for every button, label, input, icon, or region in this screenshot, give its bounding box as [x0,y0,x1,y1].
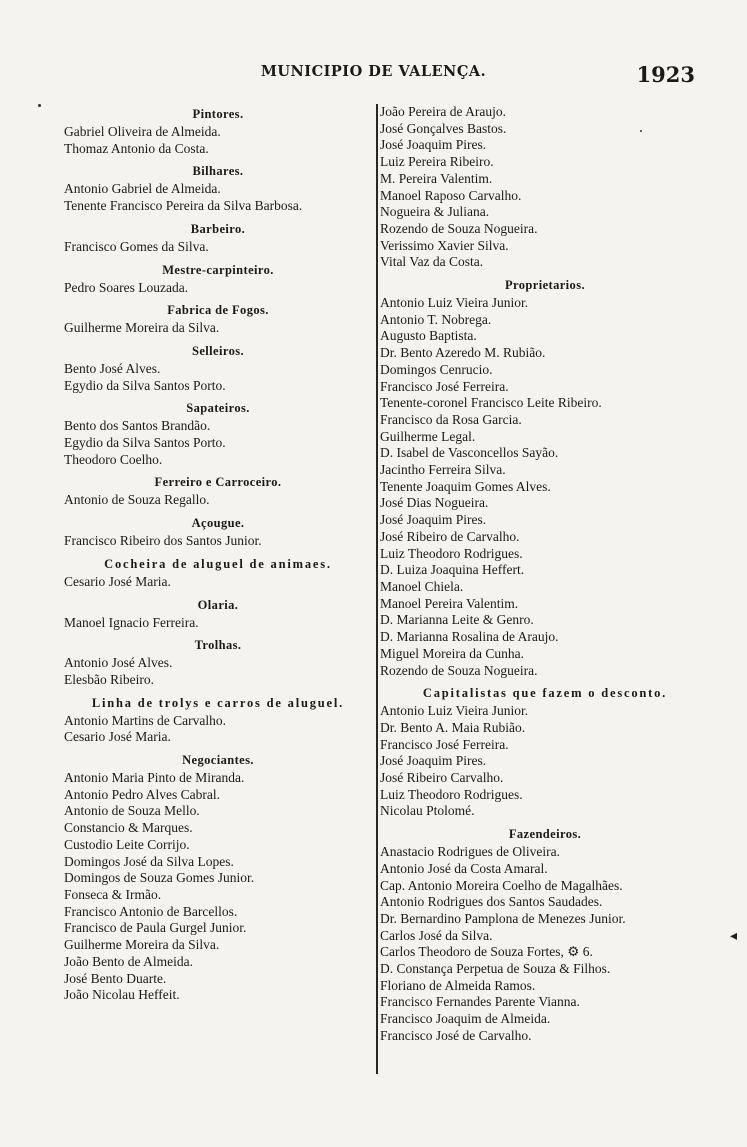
directory-entry: Fonseca & Irmão. [64,886,162,902]
entry-list [63,574,373,591]
directory-entry: Floriano de Almeida Ramos. [380,977,536,993]
section-proprietarios [380,275,710,683]
directory-entry: Rozendo de Souza Nogueira. [380,662,538,678]
entry-list [63,239,373,256]
section-ferreiro-e-carroceiro [63,472,373,513]
directory-entry: José Joaquim Pires. [380,137,487,153]
directory-entry: M. Pereira Valentim. [380,170,493,186]
section-heading: Fazendeiros. [508,827,582,842]
directory-entry: Guilherme Legal. [380,428,476,444]
directory-entry: Dr. Bernardino Pamplona de Menezes Junior. [380,910,626,926]
directory-entry: Antonio T. Nobrega. [380,311,492,327]
section-barbeiro [63,219,373,260]
entry-list [63,713,373,746]
directory-entry: D. Marianna Leite & Genro. [380,612,534,628]
directory-entry: Egydio da Silva Santos Porto. [64,435,226,451]
directory-entry: José Ribeiro de Carvalho. [380,528,520,544]
section-heading: Selleiros. [191,343,245,358]
section-fazendeiros [380,824,710,1048]
directory-entry: Augusto Baptista. [380,328,477,344]
directory-entry: Antonio José Alves. [64,655,173,671]
directory-entry: Domingos José da Silva Lopes. [64,853,234,869]
entry-list [63,181,373,214]
ink-speck [38,104,41,107]
directory-entry: Verissimo Xavier Silva. [380,237,509,253]
directory-entry: Guilherme Moreira da Silva. [64,320,220,336]
section-heading: Mestre-carpinteiro. [162,262,274,277]
section-negociantes [63,750,373,1008]
entry-list [63,320,373,337]
directory-entry: Francisco Antonio de Barcellos. [64,903,238,919]
directory-entry: Bento José Alves. [64,360,161,376]
section-heading: Bilhares. [192,164,244,179]
section-acougue [63,513,373,554]
section-heading: Negociantes. [182,753,254,768]
directory-entry: Domingos Cenrucio. [380,361,493,377]
directory-entry: João Bento de Almeida. [64,953,193,969]
directory-entry: Antonio Martins de Carvalho. [64,712,226,728]
section-olaria [63,595,373,636]
directory-entry: Antonio Rodrigues dos Santos Saudades. [380,894,603,910]
directory-entry: José Joaquim Pires. [380,512,487,528]
directory-entry: Francisco Gomes da Silva. [64,238,209,254]
directory-entry: Francisco da Rosa Garcia. [380,411,522,427]
directory-entry: João Nicolau Heffeit. [64,987,180,1003]
section-selleiros [63,341,373,398]
section-sapateiros [63,398,373,472]
directory-entry: Luiz Theodoro Rodrigues. [380,545,523,561]
section-fabrica-de-fogos [63,300,373,341]
directory-entry: Luiz Theodoro Rodrigues. [380,786,523,802]
directory-entry: Francisco José Ferreira. [380,736,509,752]
section-trolhas [63,635,373,692]
entry-list [63,615,373,632]
directory-entry: Tenente-coronel Francisco Leite Ribeiro. [380,395,602,411]
section-gap [63,1004,373,1008]
directory-entry: Cesario José Maria. [64,573,171,589]
directory-entry: Jacintho Ferreira Silva. [380,462,506,478]
directory-entry: Rozendo de Souza Nogueira. [380,220,538,236]
section-heading: Ferreiro e Carroceiro. [154,475,282,490]
directory-entry: Nicolau Ptolomé. [380,803,475,819]
directory-entry: Dr. Bento A. Maia Rubião. [380,719,526,735]
section-cocheira-de-aluguel-de-animaes [63,554,373,595]
entry-list [63,124,373,157]
column-divider [376,104,378,1074]
directory-entry: Constancio & Marques. [64,820,193,836]
section-heading: Proprietarios. [504,278,585,293]
section-capitalistas-que-fazem-o-desconto [380,683,710,824]
directory-entry: Carlos Theodoro de Souza Fortes, ⚙ 6. [380,944,593,960]
entry-list [380,703,710,820]
section-heading: Açougue. [191,516,245,531]
directory-entry: Dr. Bento Azeredo M. Rubião. [380,345,546,361]
directory-entry: José Gonçalves Bastos. [380,120,507,136]
directory-entry: Cesario José Maria. [64,729,171,745]
section-continued [380,104,710,275]
entry-list [63,492,373,509]
directory-entry: Antonio Maria Pinto de Miranda. [64,770,245,786]
directory-entry: Manoel Chiela. [380,578,464,594]
section-heading: Trolhas. [194,638,242,653]
section-heading: Capitalistas que fazem o desconto. [422,686,668,701]
directory-entry: Francisco de Paula Gurgel Junior. [64,920,247,936]
directory-entry: D. Constança Perpetua de Souza & Filhos. [380,961,611,977]
section-heading: Pintores. [192,107,244,121]
section-heading: Barbeiro. [190,221,246,236]
section-heading: Cocheira de aluguel de animaes. [104,556,332,571]
directory-entry: Antonio Luiz Vieira Junior. [380,703,529,719]
directory-entry: Bento dos Santos Brandão. [64,418,211,434]
directory-entry: Tenente Francisco Pereira da Silva Barbosa. [64,198,303,214]
directory-entry: Elesbão Ribeiro. [64,671,154,687]
directory-entry: Luiz Pereira Ribeiro. [380,154,494,170]
right-column [380,104,710,1049]
directory-entry: Manoel Raposo Carvalho. [380,187,522,203]
directory-entry: Anastacio Rodrigues de Oliveira. [380,844,560,860]
directory-entry: Antonio de Souza Regallo. [64,492,210,508]
section-bilhares [63,161,373,218]
directory-entry: Egydio da Silva Santos Porto. [64,377,226,393]
directory-entry: Custodio Leite Corrijo. [64,836,190,852]
directory-entry: José Ribeiro Carvalho. [380,770,504,786]
section-heading: Olaria. [197,597,239,612]
directory-entry: Gabriel Oliveira de Almeida. [64,124,221,139]
directory-entry: Vital Vaz da Costa. [380,254,484,270]
directory-entry: Antonio de Souza Mello. [64,803,200,819]
directory-entry: Antonio Pedro Alves Cabral. [64,786,220,802]
directory-entry: Cap. Antonio Moreira Coelho de Magalhães. [380,877,623,893]
directory-entry: José Dias Nogueira. [380,495,489,511]
directory-entry: Francisco Ribeiro dos Santos Junior. [64,533,262,549]
directory-entry: Thomaz Antonio da Costa. [64,140,209,156]
directory-entry: D. Marianna Rosalina de Araujo. [380,629,559,645]
directory-entry: Francisco Fernandes Parente Vianna. [380,994,580,1010]
running-title: MUNICIPIO DE VALENÇA. [260,63,487,80]
directory-entry: Manoel Pereira Valentim. [380,595,519,611]
directory-entry: José Joaquim Pires. [380,753,487,769]
entry-list [63,655,373,688]
entry-list [380,844,710,1044]
entry-list [380,295,710,679]
left-column [63,104,373,1008]
section-mestre-carpinteiro [63,260,373,301]
directory-entry: Theodoro Coelho. [64,451,163,467]
directory-entry: D. Luiza Joaquina Heffert. [380,562,525,578]
entry-list [63,418,373,468]
directory-entry: Francisco José Ferreira. [380,378,509,394]
section-pintores [63,104,373,161]
entry-list [380,104,710,271]
section-heading: Linha de trolys e carros de aluguel. [91,695,345,710]
directory-entry: Francisco Joaquim de Almeida. [380,1011,551,1027]
directory-entry: Nogueira & Juliana. [380,204,490,220]
directory-entry: Antonio Luiz Vieira Junior. [380,295,529,311]
directory-entry: Manoel Ignacio Ferreira. [64,614,199,630]
directory-entry: Carlos José da Silva. [380,927,493,943]
section-linha-de-trolys-e-carros-de-aluguel [63,693,373,750]
entry-list [63,361,373,394]
directory-entry: José Bento Duarte. [64,970,167,986]
directory-entry: Antonio Gabriel de Almeida. [64,181,221,197]
section-heading: Fabrica de Fogos. [167,303,269,318]
directory-entry: Tenente Joaquim Gomes Alves. [380,478,551,494]
directory-entry: Francisco José de Carvalho. [380,1027,532,1043]
directory-entry: D. Isabel de Vasconcellos Sayão. [380,445,559,461]
directory-entry: Antonio José da Costa Amaral. [380,860,548,876]
directory-entry: Pedro Soares Louzada. [64,279,189,295]
directory-entry: Miguel Moreira da Cunha. [380,645,524,661]
page-number: 1923 [636,62,695,87]
section-gap [380,1045,710,1049]
directory-entry: Guilherme Moreira da Silva. [64,937,220,953]
directory-entry: Domingos de Souza Gomes Junior. [64,870,255,886]
entry-list [63,533,373,550]
directory-entry: João Pereira de Araujo. [380,104,506,119]
margin-arrow-icon: ◂ [729,928,737,944]
entry-list [63,770,373,1004]
section-heading: Sapateiros. [186,401,250,416]
entry-list [63,280,373,297]
